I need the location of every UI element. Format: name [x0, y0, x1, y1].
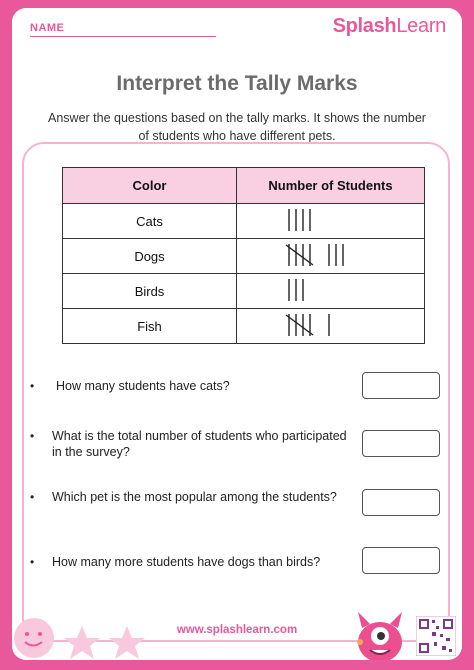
bullet: •	[30, 555, 35, 569]
tally-table	[62, 167, 425, 344]
table-row	[63, 204, 425, 239]
tally-cell	[237, 309, 425, 344]
table-row	[63, 239, 425, 274]
tally-marks	[285, 206, 375, 234]
question-text: Which pet is the most popular among the students?	[52, 490, 337, 504]
table-header-row	[63, 168, 425, 204]
tally-marks	[285, 276, 375, 304]
answer-box-2[interactable]	[362, 430, 440, 457]
bullet: •	[30, 490, 35, 504]
tally-cell	[237, 239, 425, 274]
qr-code-icon	[416, 616, 456, 656]
pet-cell: Birds	[63, 274, 237, 309]
pet-cell: Cats	[63, 204, 237, 239]
question-text: How many more students have dogs than birds?	[52, 555, 321, 569]
answer-box-3[interactable]	[362, 489, 440, 516]
name-line[interactable]	[30, 36, 216, 37]
column-header-students: Number of Students	[237, 168, 425, 204]
bullet: •	[30, 379, 35, 393]
question-text: What is the total number of students who participated in the survey?	[52, 429, 347, 459]
tally-crossbar	[286, 245, 313, 265]
tally-marks	[285, 311, 375, 339]
question-4	[30, 554, 348, 570]
footer-url[interactable]: www.splashlearn.com	[176, 624, 298, 636]
worksheet	[12, 8, 462, 660]
monster-mascot-icon	[350, 608, 410, 660]
answer-box-4[interactable]	[362, 547, 440, 574]
bullet: •	[30, 429, 35, 443]
tally-cell	[237, 204, 425, 239]
table-row	[63, 274, 425, 309]
question-3	[30, 489, 348, 505]
column-header-color: Color	[63, 168, 237, 204]
question-1	[30, 378, 348, 394]
name-label: NAME	[30, 22, 65, 34]
question-text: How many students have cats?	[56, 379, 230, 393]
instructions: Answer the questions based on the tally marks. It shows the number of students who have different pets.	[48, 111, 426, 143]
tally-crossbar	[286, 315, 313, 335]
question-2	[30, 428, 348, 460]
pet-cell: Dogs	[63, 239, 237, 274]
brand-first: Splash	[332, 15, 397, 37]
tally-marks	[285, 241, 375, 269]
brand-second: Learn	[396, 15, 446, 37]
pet-cell: Fish	[63, 309, 237, 344]
tally-cell	[237, 274, 425, 309]
splashlearn-logo	[333, 15, 446, 38]
table-row	[63, 309, 425, 344]
answer-box-1[interactable]	[362, 372, 440, 399]
page-title: Interpret the Tally Marks	[116, 72, 358, 95]
